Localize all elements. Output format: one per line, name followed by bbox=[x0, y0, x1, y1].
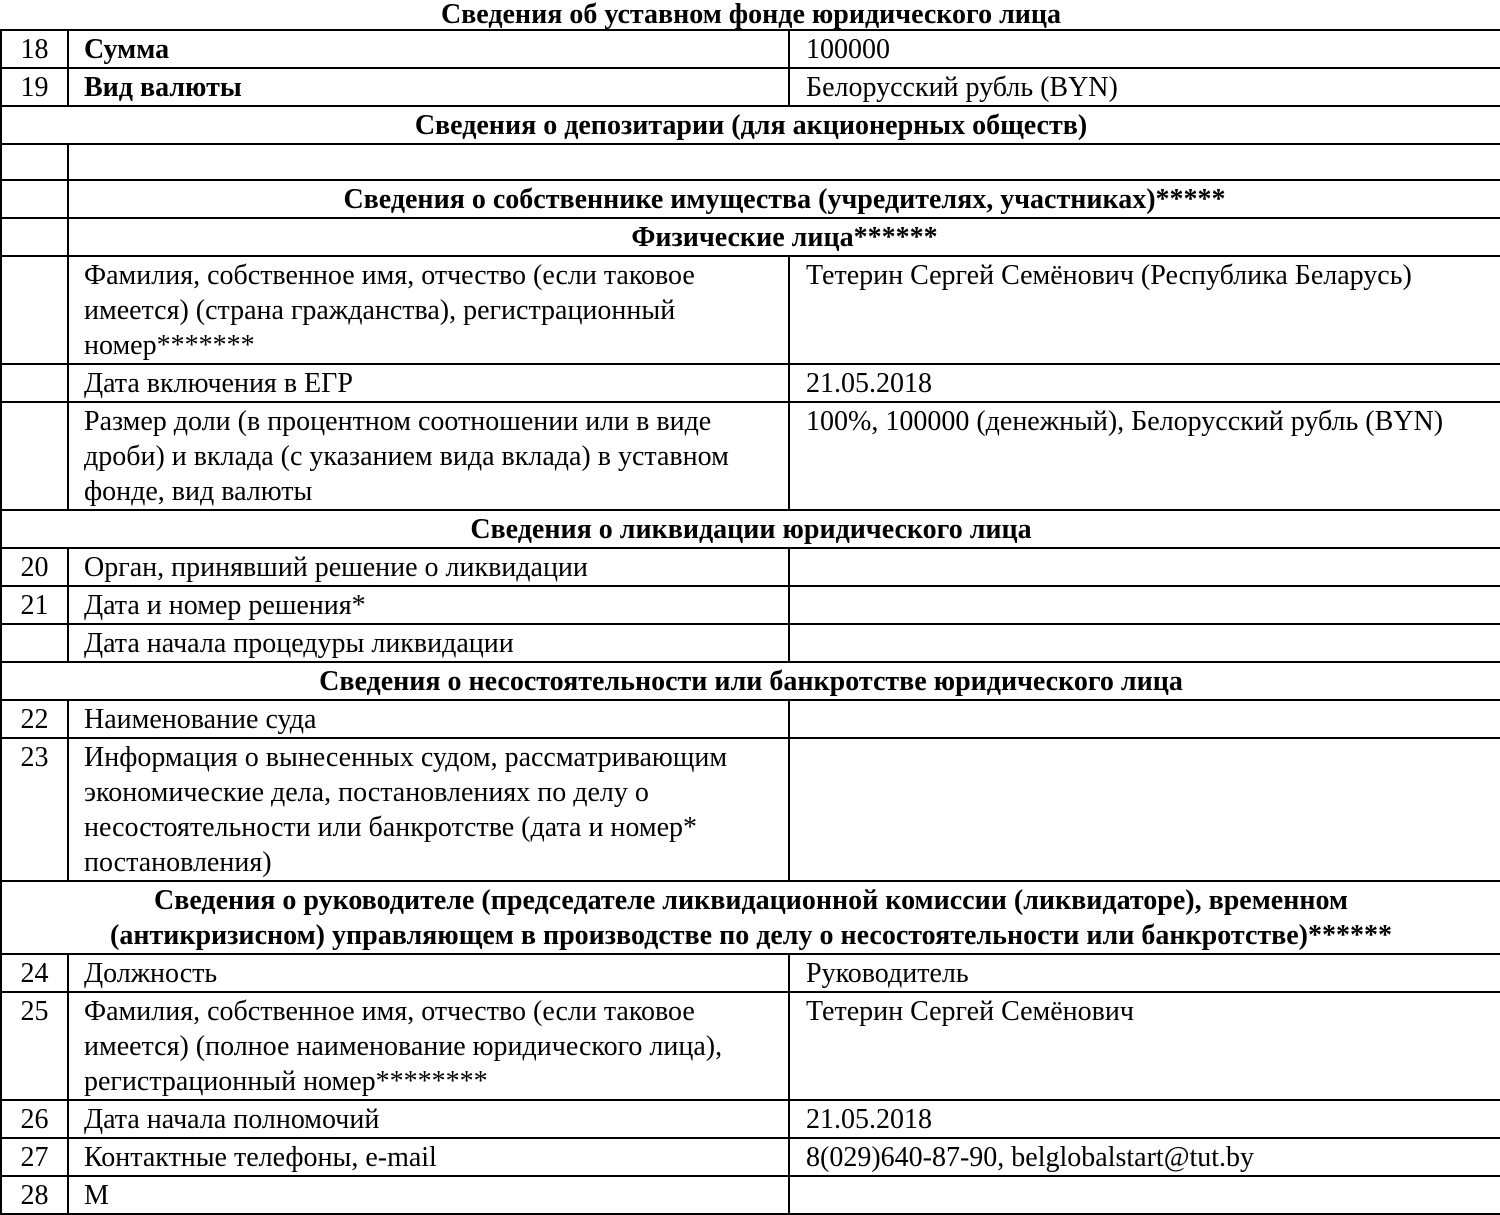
section-header bbox=[1, 881, 1500, 954]
row-number: 24 bbox=[1, 954, 68, 992]
field-label: Орган, принявший решение о ликвидации bbox=[68, 548, 789, 586]
table-row bbox=[1, 402, 1500, 510]
table-row bbox=[1, 68, 1500, 106]
field-label: Дата начала полномочий bbox=[68, 1100, 789, 1138]
field-value: 8(029)640-87-90, belglobalstart@tut.by bbox=[789, 1138, 1500, 1176]
field-value: Руководитель bbox=[789, 954, 1500, 992]
section-header: Сведения об уставном фонде юридического лица bbox=[1, 0, 1500, 30]
field-value bbox=[789, 700, 1500, 738]
field-value: Тетерин Сергей Семёнович bbox=[789, 992, 1500, 1100]
table-row bbox=[1, 364, 1500, 402]
row-number: 26 bbox=[1, 1100, 68, 1138]
field-value bbox=[789, 1176, 1500, 1214]
section-header: Сведения о ликвидации юридического лица bbox=[1, 510, 1500, 548]
table-row bbox=[1, 144, 1500, 180]
table-row bbox=[1, 662, 1500, 700]
row-number bbox=[1, 256, 68, 364]
section-header: Сведения о депозитарии (для акционерных обществ) bbox=[1, 106, 1500, 144]
field-label: Должность bbox=[68, 954, 789, 992]
table-row bbox=[1, 992, 1500, 1100]
table-row bbox=[1, 510, 1500, 548]
field-value: 21.05.2018 bbox=[789, 1100, 1500, 1138]
row-number: 28 bbox=[1, 1176, 68, 1214]
field-label: М bbox=[68, 1176, 789, 1214]
table-row bbox=[1, 881, 1500, 954]
field-value bbox=[789, 738, 1500, 881]
table-row bbox=[1, 0, 1500, 30]
section-header: Физические лица****** bbox=[68, 218, 1500, 256]
table-row bbox=[1, 180, 1500, 218]
table-row bbox=[1, 30, 1500, 68]
table-row bbox=[1, 700, 1500, 738]
section-header-line1: Сведения о руководителе (председателе ликвидационной комиссии (ликвидаторе), временном bbox=[154, 885, 1348, 916]
row-number: 19 bbox=[1, 68, 68, 106]
field-label: Дата и номер решения* bbox=[68, 586, 789, 624]
empty-cell bbox=[68, 144, 1500, 180]
field-value: 21.05.2018 bbox=[789, 364, 1500, 402]
field-value bbox=[789, 548, 1500, 586]
row-number: 25 bbox=[1, 992, 68, 1100]
field-label: Размер доли (в процентном соотношении или в виде дроби) и вклада (с указанием вида вклада) в уставном фонде, вид валюты bbox=[68, 402, 789, 510]
row-number: 21 bbox=[1, 586, 68, 624]
table-row bbox=[1, 218, 1500, 256]
row-number bbox=[1, 144, 68, 180]
table-row bbox=[1, 954, 1500, 992]
table-row bbox=[1, 738, 1500, 881]
row-number: 27 bbox=[1, 1138, 68, 1176]
table-row bbox=[1, 548, 1500, 586]
section-header: Сведения о собственнике имущества (учредителях, участниках)***** bbox=[68, 180, 1500, 218]
field-label: Сумма bbox=[68, 30, 789, 68]
table-row bbox=[1, 256, 1500, 364]
field-label: Информация о вынесенных судом, рассматривающим экономические дела, постановлениях по делу о несостоятельности или банкротстве (дата и номер* постановления) bbox=[68, 738, 789, 881]
row-number bbox=[1, 402, 68, 510]
field-value: Белорусский рубль (BYN) bbox=[789, 68, 1500, 106]
row-number: 23 bbox=[1, 738, 68, 881]
field-label: Вид валюты bbox=[68, 68, 789, 106]
table-row bbox=[1, 1138, 1500, 1176]
row-number: 22 bbox=[1, 700, 68, 738]
row-number bbox=[1, 218, 68, 256]
row-number: 18 bbox=[1, 30, 68, 68]
field-value: Тетерин Сергей Семёнович (Республика Беларусь) bbox=[789, 256, 1500, 364]
section-header-line2: (антикризисном) управляющем в производстве по делу о несостоятельности или банкротстве)****** bbox=[110, 920, 1392, 951]
table-row bbox=[1, 106, 1500, 144]
field-value bbox=[789, 586, 1500, 624]
field-value: 100000 bbox=[789, 30, 1500, 68]
row-number: 20 bbox=[1, 548, 68, 586]
table-row bbox=[1, 1100, 1500, 1138]
table-row bbox=[1, 624, 1500, 662]
field-value bbox=[789, 624, 1500, 662]
field-label: Фамилия, собственное имя, отчество (если таковое имеется) (полное наименование юридического лица), регистрационный номер******** bbox=[68, 992, 789, 1100]
section-header: Сведения о несостоятельности или банкротстве юридического лица bbox=[1, 662, 1500, 700]
field-label: Контактные телефоны, e-mail bbox=[68, 1138, 789, 1176]
table-row bbox=[1, 1176, 1500, 1214]
field-value: 100%, 100000 (денежный), Белорусский рубль (BYN) bbox=[789, 402, 1500, 510]
row-number bbox=[1, 624, 68, 662]
table-row bbox=[1, 586, 1500, 624]
field-label: Дата включения в ЕГР bbox=[68, 364, 789, 402]
field-label: Фамилия, собственное имя, отчество (если таковое имеется) (страна гражданства), регистрационный номер******* bbox=[68, 256, 789, 364]
row-number bbox=[1, 180, 68, 218]
row-number bbox=[1, 364, 68, 402]
field-label: Дата начала процедуры ликвидации bbox=[68, 624, 789, 662]
field-label: Наименование суда bbox=[68, 700, 789, 738]
